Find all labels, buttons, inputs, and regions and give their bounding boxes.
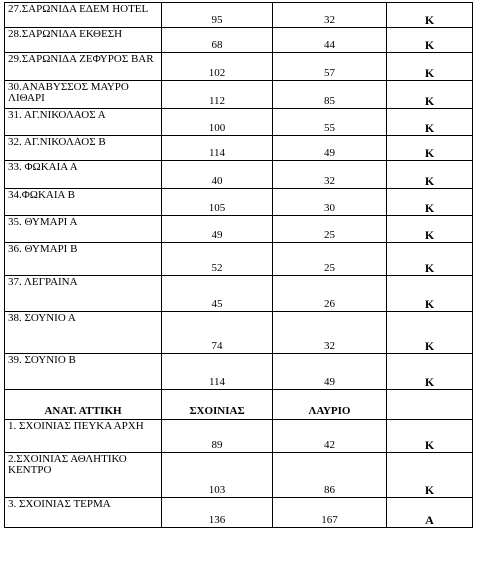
value-a-cell: 45 — [162, 276, 273, 312]
quality-code-cell: Κ — [387, 354, 473, 390]
table-row — [5, 243, 473, 276]
value-b-cell: 57 — [273, 53, 387, 81]
location-name-cell: 37. ΛΕΓΡΑΙΝΑ — [5, 276, 162, 312]
value-b-cell: 85 — [273, 81, 387, 109]
table-row — [5, 136, 473, 161]
value-a-cell: 105 — [162, 189, 273, 216]
location-name-cell: 27.ΣΑΡΩΝΙΔΑ ΕΔΕΜ HOTEL — [5, 3, 162, 28]
quality-code-cell: Κ — [387, 3, 473, 28]
value-a-cell: 103 — [162, 453, 273, 498]
quality-code-cell: Κ — [387, 109, 473, 136]
table-row — [5, 420, 473, 453]
value-b-cell: 49 — [273, 354, 387, 390]
location-name-cell: 32. ΑΓ.ΝΙΚΟΛΑΟΣ Β — [5, 136, 162, 161]
value-a-cell: 68 — [162, 28, 273, 53]
table-body-bottom — [5, 420, 473, 528]
location-name-cell: 2.ΣΧΟΙΝΙΑΣ ΑΘΛΗΤΙΚΟ ΚΕΝΤΡΟ — [5, 453, 162, 498]
column-header-c — [387, 390, 473, 420]
value-a-cell: 89 — [162, 420, 273, 453]
value-b-cell: 32 — [273, 161, 387, 189]
value-a-cell: 52 — [162, 243, 273, 276]
value-b-cell: 55 — [273, 109, 387, 136]
location-name-cell: 28.ΣΑΡΩΝΙΔΑ ΕΚΘΕΣΗ — [5, 28, 162, 53]
table-row — [5, 354, 473, 390]
value-b-cell: 42 — [273, 420, 387, 453]
value-a-cell: 95 — [162, 3, 273, 28]
quality-code-cell: Κ — [387, 189, 473, 216]
value-a-cell: 49 — [162, 216, 273, 243]
quality-code-cell: Κ — [387, 243, 473, 276]
value-b-cell: 26 — [273, 276, 387, 312]
value-b-cell: 30 — [273, 189, 387, 216]
quality-code-cell: Κ — [387, 136, 473, 161]
quality-code-cell: Κ — [387, 28, 473, 53]
table-row — [5, 498, 473, 528]
table-row — [5, 53, 473, 81]
table-row — [5, 109, 473, 136]
value-a-cell: 74 — [162, 312, 273, 354]
value-b-cell: 32 — [273, 3, 387, 28]
value-b-cell: 25 — [273, 216, 387, 243]
location-name-cell: 35. ΘΥΜΑΡΙ Α — [5, 216, 162, 243]
table-body-top — [5, 3, 473, 390]
table-row — [5, 161, 473, 189]
location-name-cell: 31. ΑΓ.ΝΙΚΟΛΑΟΣ Α — [5, 109, 162, 136]
region-header-row — [5, 390, 473, 420]
value-a-cell: 114 — [162, 354, 273, 390]
value-b-cell: 167 — [273, 498, 387, 528]
quality-code-cell: Κ — [387, 216, 473, 243]
quality-code-cell: Κ — [387, 312, 473, 354]
value-a-cell: 40 — [162, 161, 273, 189]
table-row — [5, 453, 473, 498]
table-row — [5, 276, 473, 312]
quality-code-cell: Κ — [387, 53, 473, 81]
region-name-header: ΑΝΑΤ. ΑΤΤΙΚΗ — [5, 390, 162, 420]
location-name-cell: 36. ΘΥΜΑΡΙ Β — [5, 243, 162, 276]
value-b-cell: 44 — [273, 28, 387, 53]
value-b-cell: 32 — [273, 312, 387, 354]
location-name-cell: 39. ΣΟΥΝΙΟ Β — [5, 354, 162, 390]
column-header-a: ΣΧΟΙΝΙΑΣ — [162, 390, 273, 420]
quality-code-cell: Α — [387, 498, 473, 528]
location-name-cell: 29.ΣΑΡΩΝΙΔΑ ΖΕΦΥΡΟΣ BAR — [5, 53, 162, 81]
quality-code-cell: Κ — [387, 453, 473, 498]
table-row — [5, 312, 473, 354]
table-row — [5, 3, 473, 28]
table-row — [5, 189, 473, 216]
column-header-b: ΛΑΥΡΙΟ — [273, 390, 387, 420]
value-a-cell: 100 — [162, 109, 273, 136]
location-name-cell: 1. ΣΧΟΙΝΙΑΣ ΠΕΥΚΑ ΑΡΧΗ — [5, 420, 162, 453]
table-row — [5, 81, 473, 109]
quality-code-cell: Κ — [387, 276, 473, 312]
location-name-cell: 34.ΦΩΚΑΙΑ Β — [5, 189, 162, 216]
quality-code-cell: Κ — [387, 420, 473, 453]
value-b-cell: 49 — [273, 136, 387, 161]
location-name-cell: 30.ΑΝΑΒΥΣΣΟΣ ΜΑΥΡΟ ΛΙΘΑΡΙ — [5, 81, 162, 109]
table-row — [5, 28, 473, 53]
quality-code-cell: Κ — [387, 161, 473, 189]
location-name-cell: 3. ΣΧΟΙΝΙΑΣ ΤΕΡΜΑ — [5, 498, 162, 528]
beach-water-quality-table — [4, 2, 473, 528]
value-a-cell: 136 — [162, 498, 273, 528]
document-page — [4, 2, 472, 528]
location-name-cell: 33. ΦΩΚΑΙΑ Α — [5, 161, 162, 189]
value-b-cell: 25 — [273, 243, 387, 276]
value-a-cell: 102 — [162, 53, 273, 81]
table-row — [5, 216, 473, 243]
quality-code-cell: Κ — [387, 81, 473, 109]
location-name-cell: 38. ΣΟΥΝΙΟ Α — [5, 312, 162, 354]
value-a-cell: 114 — [162, 136, 273, 161]
value-a-cell: 112 — [162, 81, 273, 109]
value-b-cell: 86 — [273, 453, 387, 498]
table-header-section — [5, 390, 473, 420]
